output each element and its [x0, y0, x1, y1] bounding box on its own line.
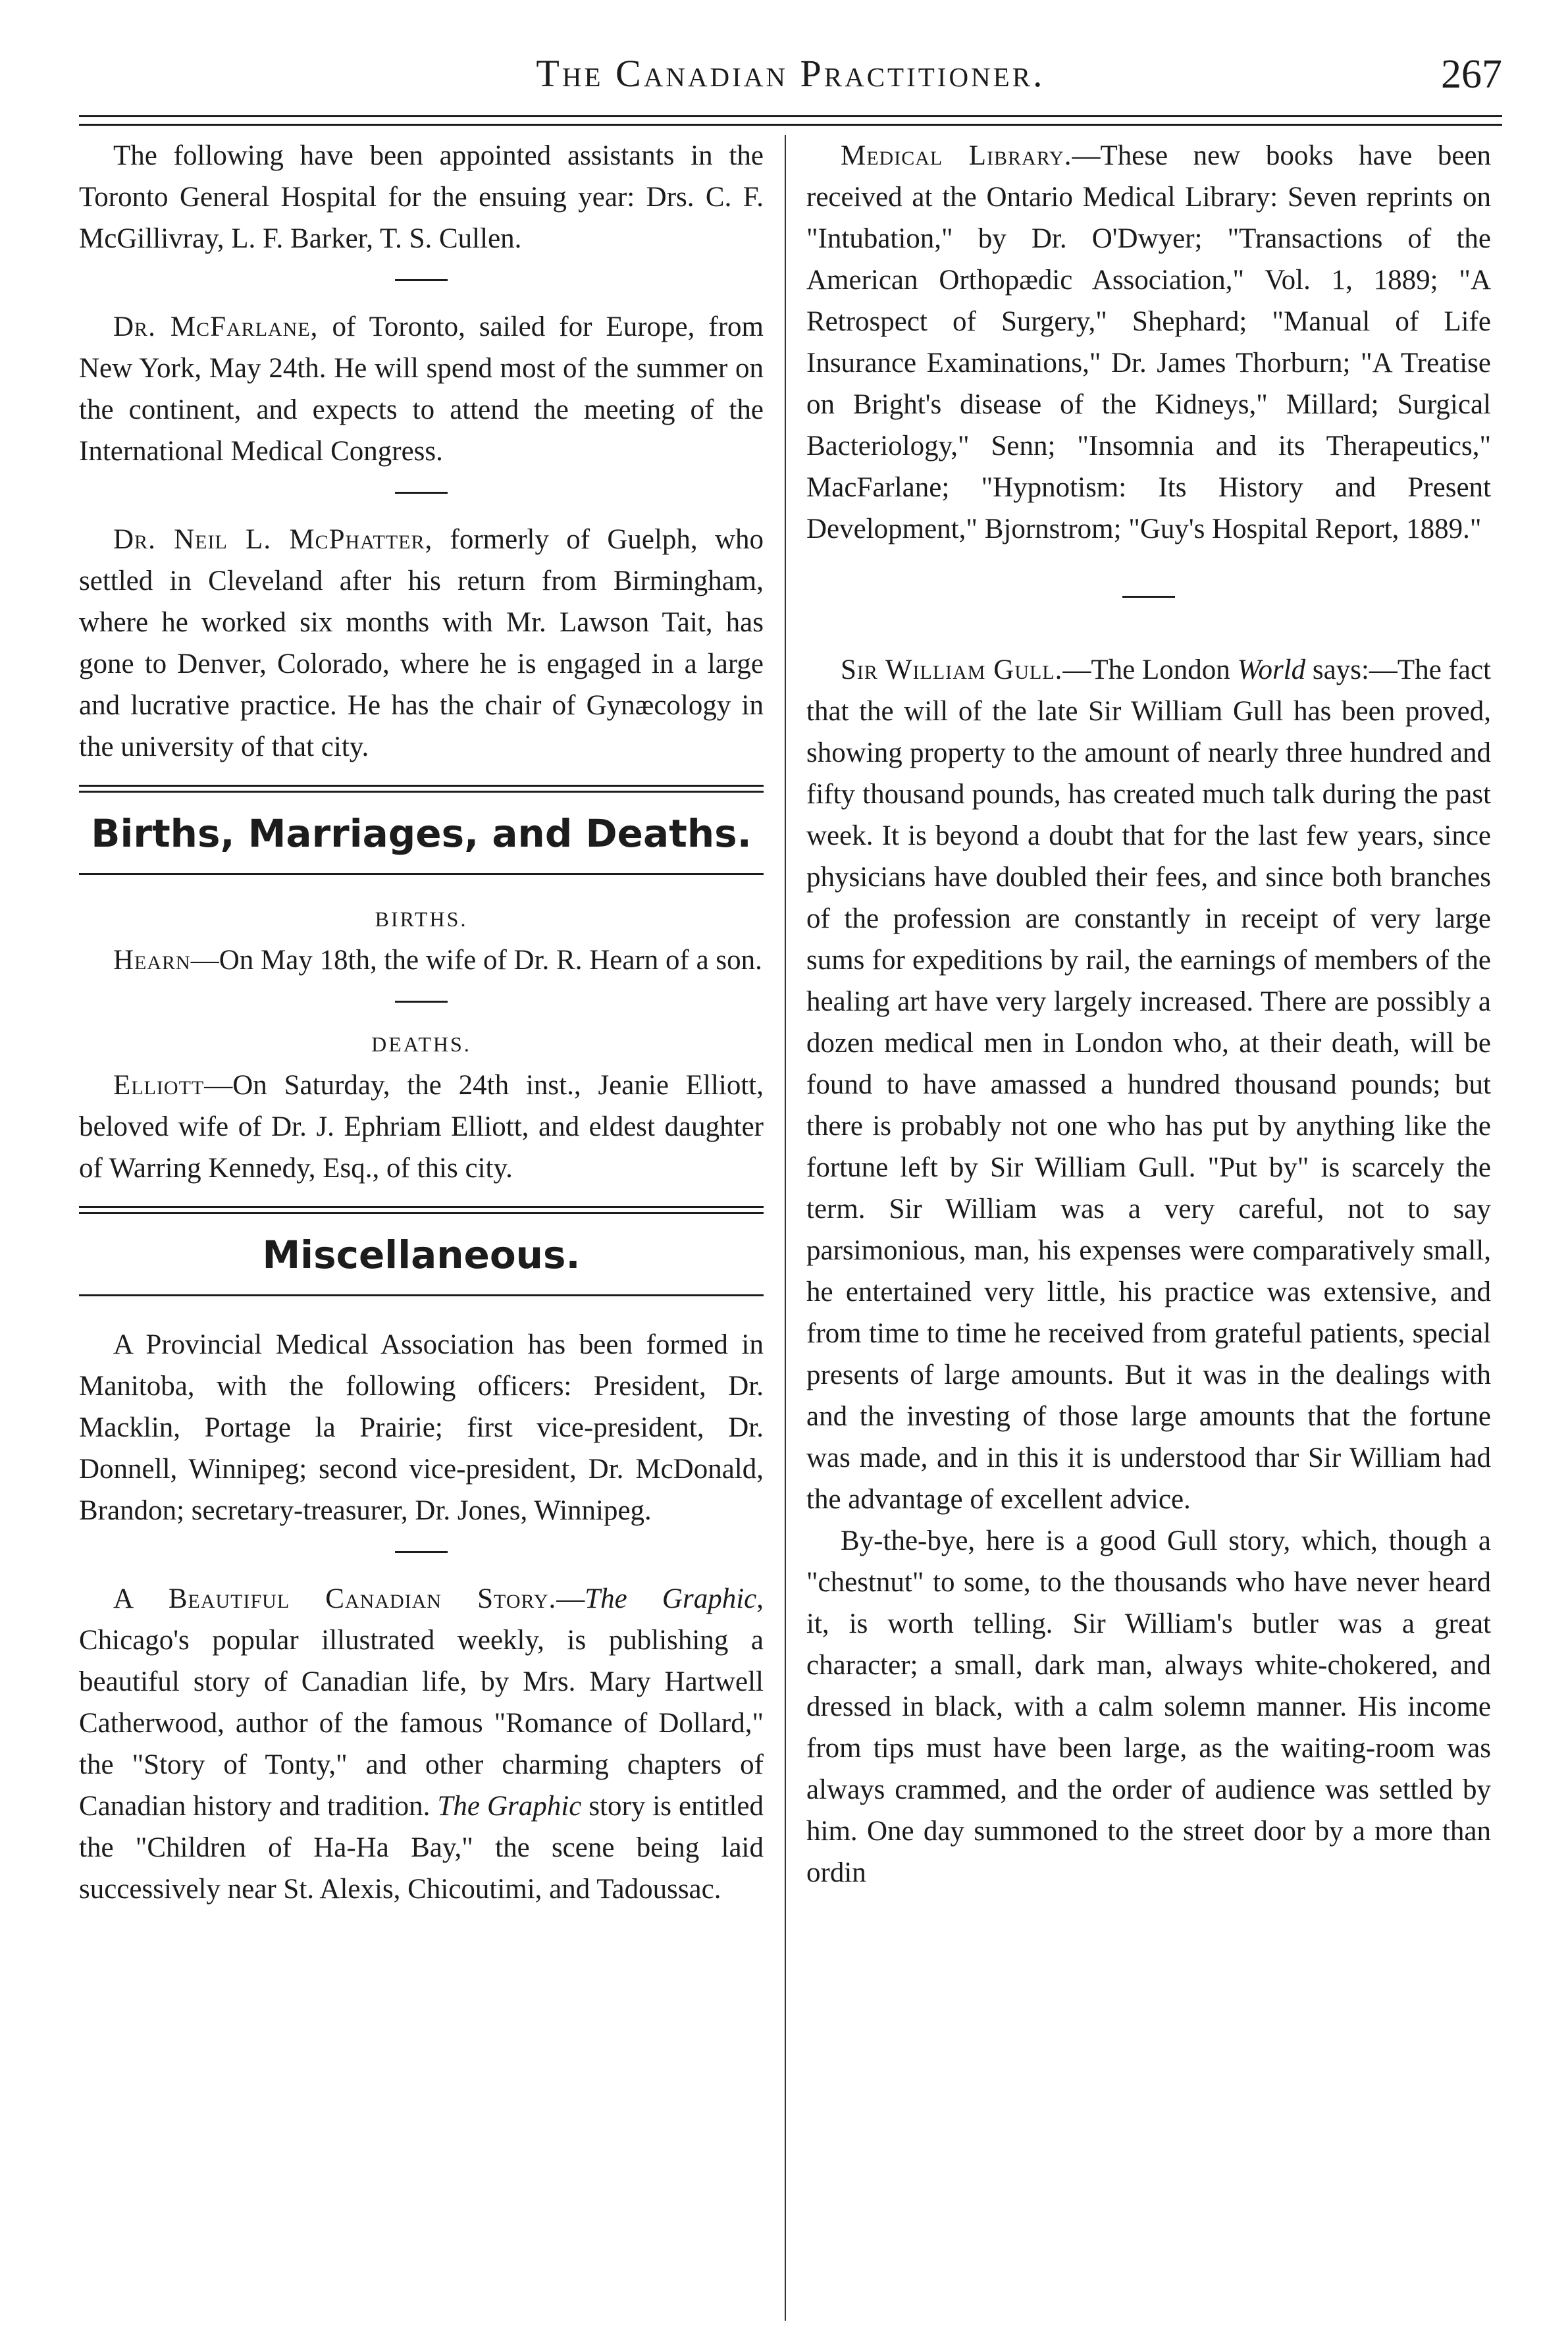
story-graphic-title-2: The Graphic: [437, 1791, 582, 1822]
miscellaneous-heading: Miscellaneous.: [262, 1232, 581, 1277]
paragraph-medical-library: [806, 135, 1491, 550]
deaths-label: DEATHS.: [371, 1032, 471, 1056]
header-rule-upper: [79, 115, 1502, 117]
paragraph-elliott: [79, 1065, 764, 1189]
mcphatter-lead: Dr. Neil L. McPhatter,: [113, 524, 433, 555]
header-rule-lower: [79, 124, 1502, 126]
gull-world-title: World: [1237, 654, 1306, 685]
paragraph-manitoba: A Provincial Medical Association has been formed in Manitoba, with the following officers: President, Dr. Macklin, Portage la Prairie; first vice-president, Dr. Donnell, Winnipeg; second vice-president, Dr. McDonald, Brandon; secretary-treasurer, Dr. Jones, Winnipeg.: [79, 1329, 764, 1526]
section-rule-double: [79, 785, 764, 793]
gull-body-1: —The London: [1062, 654, 1238, 685]
section-rule-single: [79, 1294, 764, 1296]
paragraph-mcphatter: [79, 519, 764, 768]
story-body-1: , Chicago's popular illustrated weekly, is publishing a beautiful story of Canadian life, by Mrs. Mary Hartwell Catherwood, author of the famous "Romance of Dollard," the "Story of Tonty," and other charming chapters of Canadian history and tradition.: [79, 1583, 764, 1822]
separator-rule: [395, 1001, 448, 1003]
story-graphic-title: The Graphic: [585, 1583, 757, 1614]
page-header: [79, 40, 1502, 112]
mcfarlane-body: of Toronto, sailed for Europe, from New York, May 24th. He will spend most of the summer on the continent, and expects to attend the meeting of the International Medical Congress.: [79, 311, 764, 467]
running-title: The Canadian Practitioner.: [536, 52, 1045, 95]
right-column: [806, 135, 1491, 1893]
story-lead: A Beautiful Canadian Story.: [113, 1583, 557, 1614]
births-label: BIRTHS.: [375, 907, 468, 931]
mcfarlane-lead: Dr. McFarlane,: [113, 311, 319, 342]
left-column: [79, 135, 764, 1910]
page-number: 267: [1441, 52, 1502, 97]
paragraph-gull-story: By-the-bye, here is a good Gull story, which, though a "chestnut" to some, to the thousands who have never heard it, is worth telling. Sir William's butler was a great character; a small, dark man, always white-chokered, and dressed in black, with a calm solemn manner. His income from tips must have been large, as the waiting-room was always crammed, and the order of audience was settled by him. One day summoned to the street door by a more than ordin: [806, 1525, 1491, 1888]
library-body: —These new books have been received at the Ontario Medical Library: Seven reprints on "Intubation," by Dr. O'Dwyer; "Transactions of the American Orthopædic Association," Vol. 1, 1889; "A Retrospect of Surgery," Shephard; "Manual of Life Insurance Examinations," Dr. James Thorburn; "A Treatise on Bright's disease of the Kidneys," Millard; Surgical Bacteriology," Senn; "Insomnia and its Therapeutics," MacFarlane; "Hypnotism: Its History and Present Development," Bjornstrom; "Guy's Hospital Report, 1889.": [806, 140, 1491, 544]
separator-rule: [395, 279, 448, 281]
births-marriages-deaths-heading: Births, Marriages, and Deaths.: [91, 811, 752, 856]
paragraph-canadian-story: [79, 1578, 764, 1910]
section-rule-single: [79, 873, 764, 875]
elliott-body: —On Saturday, the 24th inst., Jeanie Elliott, beloved wife of Dr. J. Ephriam Elliott, and eldest daughter of Warring Kennedy, Esq., of this city.: [79, 1070, 764, 1184]
paragraph-mcfarlane: [79, 306, 764, 472]
separator-rule: [395, 492, 448, 494]
column-divider: [785, 135, 786, 2321]
mcphatter-body: formerly of Guelph, who settled in Cleveland after his return from Birmingham, where he worked six months with Mr. Lawson Tait, has gone to Denver, Colorado, where he is engaged in a large and lucrative practice. He has the chair of Gynæcology in the university of that city.: [79, 524, 764, 762]
separator-rule: [1122, 596, 1175, 598]
separator-rule: [395, 1551, 448, 1553]
paragraph-assistants: The following have been appointed assistants in the Toronto General Hospital for the ensuing year: Drs. C. F. McGillivray, L. F. Barker, T. S. Cullen.: [79, 140, 764, 254]
hearn-lead: Hearn: [113, 945, 191, 976]
hearn-body: —On May 18th, the wife of Dr. R. Hearn of a son.: [190, 945, 762, 976]
paragraph-william-gull: [806, 649, 1491, 1520]
story-dash: —: [556, 1583, 585, 1614]
library-lead: Medical Library.: [841, 140, 1072, 171]
section-rule-double: [79, 1206, 764, 1214]
paragraph-hearn: [79, 939, 764, 981]
gull-lead: Sir William Gull.: [841, 654, 1063, 685]
gull-body-2: says:—The fact that the will of the late Sir William Gull has been proved, showing property to the amount of nearly three hundred and fifty thousand pounds, has created much talk during the past week. It is beyond a doubt that for the last few years, since physicians have doubled their fees, and since both branches of the profession are constantly in receipt of very large sums for expeditions by rail, the earnings of members of the healing art have very largely increased. There are possibly a dozen medical men in London who, at their death, will be found to have amassed a hundred thousand pounds; but there is probably not one who has put by anything like the fortune left by Sir William Gull. "Put by" is scarcely the term. Sir William was a very careful, not to say parsimonious, man, his expenses were comparatively small, he entertained very little, his practice was extensive, and from time to time he received from grateful patients, special presents of large amounts. But it was in the dealings with and the investing of those large amounts that the fortune was made, and in this it is understood thar Sir William had the advantage of excellent advice.: [806, 654, 1491, 1515]
elliott-lead: Elliott: [113, 1070, 205, 1101]
story-body-2: story is entitled the "Children of Ha-Ha Bay," the scene being laid successively near St. Alexis, Chicoutimi, and Tadoussac.: [79, 1791, 764, 1905]
